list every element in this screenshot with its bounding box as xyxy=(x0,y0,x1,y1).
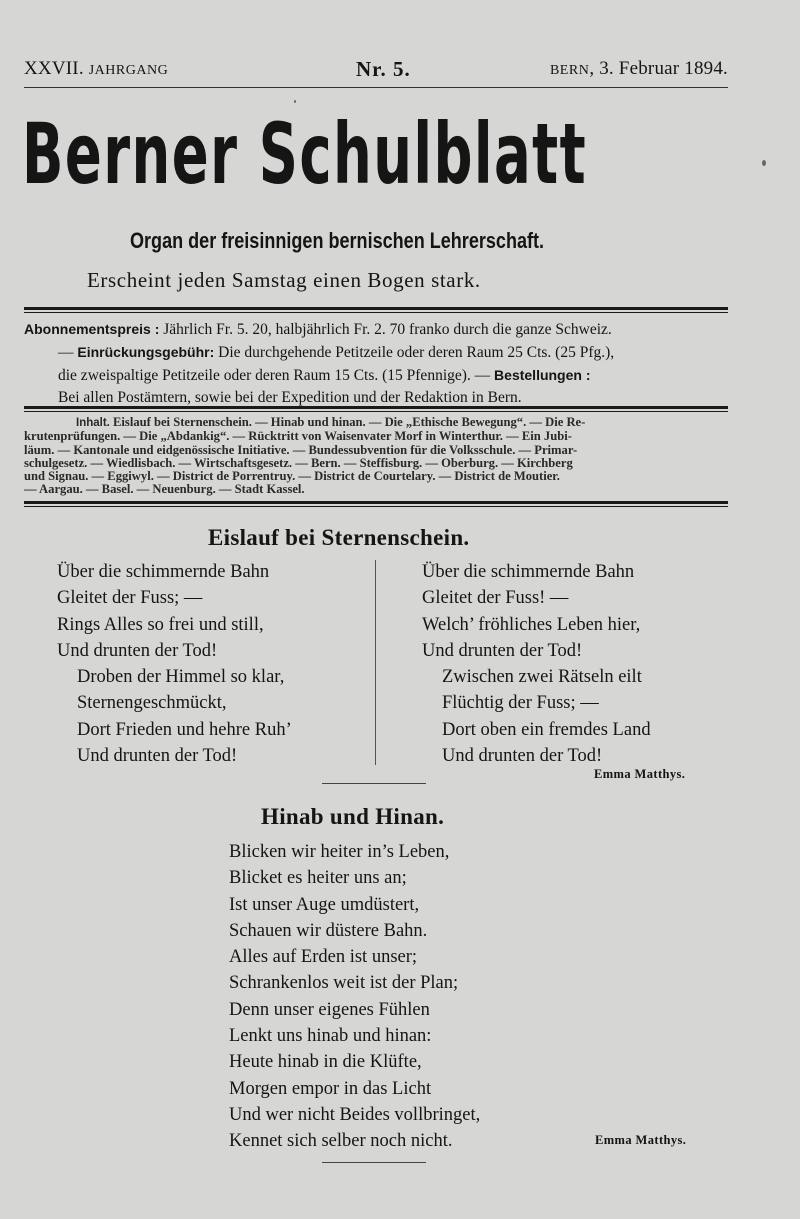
paper-speck xyxy=(294,100,296,103)
poem-separator-rule xyxy=(322,783,426,784)
price-label: Abonnementspreis : xyxy=(24,321,160,337)
verse-line: Dort Frieden und hehre Ruh’ xyxy=(77,719,292,740)
poem1-left-column xyxy=(57,559,292,769)
subscription-info xyxy=(24,318,730,409)
contents-top-rule xyxy=(24,406,728,412)
verse-line: Alles auf Erden ist unser; xyxy=(229,947,418,968)
verse-line: Flüchtig der Fuss; — xyxy=(442,693,599,714)
verse-line: Blicken wir heiter in’s Leben, xyxy=(229,842,450,862)
verse-line: Über die schimmernde Bahn xyxy=(422,562,635,582)
volume-number: XXVII. xyxy=(24,58,84,79)
subscription-fee-line xyxy=(24,341,730,364)
verse-line: Gleitet der Fuss! — xyxy=(422,588,569,609)
publication-tagline: Erscheint jeden Samstag einen Bogen stark. xyxy=(87,268,481,292)
verse-line: Morgen empor in das Licht xyxy=(229,1078,432,1099)
verse-line: Lenkt uns hinab und hinan: xyxy=(229,1026,432,1047)
verse-line: Zwischen zwei Rätseln eilt xyxy=(442,667,642,688)
contents-line: — Aargau. — Basel. — Neuenburg. — Stadt Kassel. xyxy=(24,482,305,497)
poem2-author: Emma Matthys. xyxy=(595,1133,687,1147)
verse-line: Blicket es heiter uns an; xyxy=(229,868,407,889)
verse-line: Gleitet der Fuss; — xyxy=(57,588,203,609)
subscription-fee-line-2 xyxy=(24,364,730,387)
contents-text: Eislauf bei Sternenschein. — Hinab und hinan. — Die „Ethische Bewegung“. — Die Re- xyxy=(109,415,586,429)
volume-label xyxy=(24,58,168,80)
verse-line: Schrankenlos weit ist der Plan; xyxy=(229,973,459,994)
section-double-rule xyxy=(24,307,728,313)
volume-word: JAHRGANG xyxy=(88,63,169,78)
poem1-right-column xyxy=(422,559,651,769)
verse-line: Denn unser eigenes Fühlen xyxy=(229,999,430,1020)
end-separator-rule xyxy=(322,1162,426,1163)
fee-text-2: die zweispaltige Petitzeile oder deren Raum 15 Cts. (15 Pfennige). — xyxy=(58,367,495,384)
poem1-author: Emma Matthys. xyxy=(594,767,686,781)
contents-line: schulgesetz. — Wiedlisbach. — Wirtschaftsgesetz. — Bern. — Steffisburg. — Oberburg. — Kirchberg xyxy=(24,455,573,470)
verse-line: Über die schimmernde Bahn xyxy=(57,562,270,582)
verse-line: Kennet sich selber noch nicht. xyxy=(229,1131,453,1152)
poem-title-hinab: Hinab und Hinan. xyxy=(261,804,445,829)
verse-line: Welch’ fröhliches Leben hier, xyxy=(422,614,641,635)
verse-line: Sternengeschmückt, xyxy=(77,693,227,714)
verse-line: Schauen wir düstere Bahn. xyxy=(229,920,428,941)
fee-text: Die durchgehende Petitzeile oder deren Raum 25 Cts. (25 Pfg.), xyxy=(214,344,615,361)
order-label: Bestellungen : xyxy=(494,367,591,383)
contents-line: krutenprüfungen. — Die „Abdankig“. — Rücktritt von Waisenvater Morf in Winterthur. — Ein Jubi- xyxy=(24,429,572,444)
paper-speck xyxy=(762,160,766,166)
contents-label: Inhalt. xyxy=(76,417,110,429)
verse-line: Und drunten der Tod! xyxy=(77,746,238,767)
issue-date xyxy=(550,58,728,80)
verse-line: Und drunten der Tod! xyxy=(57,640,218,661)
contents-line: und Signau. — Eggiwyl. — District de Porrentruy. — District de Courtelary. — District de Moutier. xyxy=(24,469,560,484)
newspaper-subtitle: Organ der freisinnigen bernischen Lehrerschaft. xyxy=(130,228,545,253)
issue-number: Nr. 5. xyxy=(356,57,411,81)
dash: — xyxy=(58,344,78,361)
poem2-text xyxy=(229,839,480,1155)
subscription-order-line: Bei allen Postämtern, sowie bei der Expedition und der Redaktion in Bern. xyxy=(58,389,522,406)
verse-line: Dort oben ein fremdes Land xyxy=(442,719,651,740)
place: BERN xyxy=(549,63,590,78)
poem-title-eislauf: Eislauf bei Sternenschein. xyxy=(208,525,470,550)
contents-bottom-rule xyxy=(24,501,728,507)
contents-line xyxy=(24,416,730,430)
subscription-price-line xyxy=(24,318,730,341)
masthead-info-line xyxy=(24,58,728,82)
price-text: Jährlich Fr. 5. 20, halbjährlich Fr. 2. 70 franko durch die ganze Schweiz. xyxy=(159,321,612,338)
verse-line: Rings Alles so frei und still, xyxy=(57,614,264,635)
verse-line: Und drunten der Tod! xyxy=(422,640,583,661)
masthead-rule xyxy=(24,87,728,88)
newspaper-title: Berner Schulblatt xyxy=(22,105,588,203)
verse-line: Und drunten der Tod! xyxy=(442,746,603,767)
verse-line: Ist unser Auge umdüstert, xyxy=(229,894,420,915)
verse-line: Droben der Himmel so klar, xyxy=(77,667,285,688)
table-of-contents xyxy=(24,416,730,497)
verse-line: Und wer nicht Beides vollbringet, xyxy=(229,1104,481,1125)
verse-line: Heute hinab in die Klüfte, xyxy=(229,1052,422,1073)
date-text: , 3. Februar 1894. xyxy=(589,58,728,79)
column-divider xyxy=(375,560,376,765)
contents-line: läum. — Kantonale und eidgenössische Initiative. — Bundessubvention für die Volksschule. — Primar- xyxy=(24,442,578,457)
fee-label: Einrückungsgebühr: xyxy=(77,344,215,360)
